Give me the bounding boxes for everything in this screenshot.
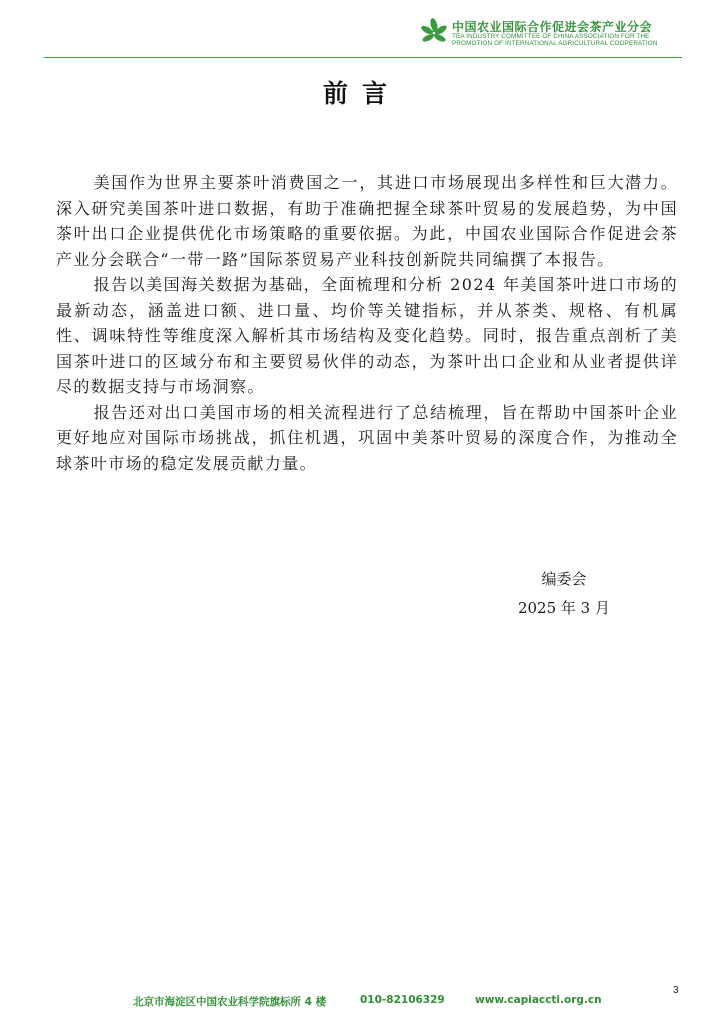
organization-name-english-line1: TEA INDUSTRY COMMITTEE OF CHINA ASSOCIATION FOR THE (452, 33, 650, 40)
page-footer (0, 994, 724, 1012)
signature-date: 2025 年 3 月 (517, 599, 610, 617)
preface-paragraph-1: 美国作为世界主要茶叶消费国之一，其进口市场展现出多样性和巨大潜力。深入研究美国茶叶进口数据，有助于准确把握全球茶叶贸易的发展趋势，为中国茶叶出口企业提供优化市场策略的重要依据。为此，中国农业国际合作促进会茶产业分会联合“一带一路”国际茶贸易产业科技创新院共同编撰了本报告。 (56, 173, 678, 269)
signature-block (518, 565, 610, 623)
footer-website-link[interactable]: www.capiaccti.org.cn (475, 994, 602, 1006)
page-header (0, 0, 724, 60)
preface-paragraph-2: 报告以美国海关数据为基础，全面梳理和分析 2024 年美国茶叶进口市场的最新动态，涵盖进口额、进口量、均价等关键指标，并从茶类、规格、有机属性、调味特性等维度深入解析其市场结构及变化趋势。同时，报告重点剖析了美国茶叶进口的区域分布和主要贸易伙伴的动态，为茶叶出口企业和从业者提供详尽的数据支持与市场洞察。 (56, 275, 678, 396)
preface-body (56, 170, 678, 476)
organization-name-chinese: 中国农业国际合作促进会茶产业分会 (452, 20, 653, 34)
footer-phone: 010-82106329 (360, 994, 445, 1006)
header-divider (44, 57, 682, 58)
preface-paragraph-3: 报告还对出口美国市场的相关流程进行了总结梳理，旨在帮助中国茶叶企业更好地应对国际市场挑战，抓住机遇，巩固中美茶叶贸易的深度合作，为推动全球茶叶市场的稳定发展贡献力量。 (56, 402, 678, 473)
footer-address: 北京市海淀区中国农业科学院旗标所 4 楼 (133, 996, 327, 1008)
page-number: 3 (673, 985, 679, 996)
organization-name-english-line2: PROMOTION OF INTERNATIONAL AGRICULTURAL COOPERATION (452, 40, 658, 47)
tea-leaf-logo-icon (418, 16, 450, 48)
signature-author: 编委会 (541, 570, 587, 588)
page-title: 前言 (322, 79, 401, 108)
